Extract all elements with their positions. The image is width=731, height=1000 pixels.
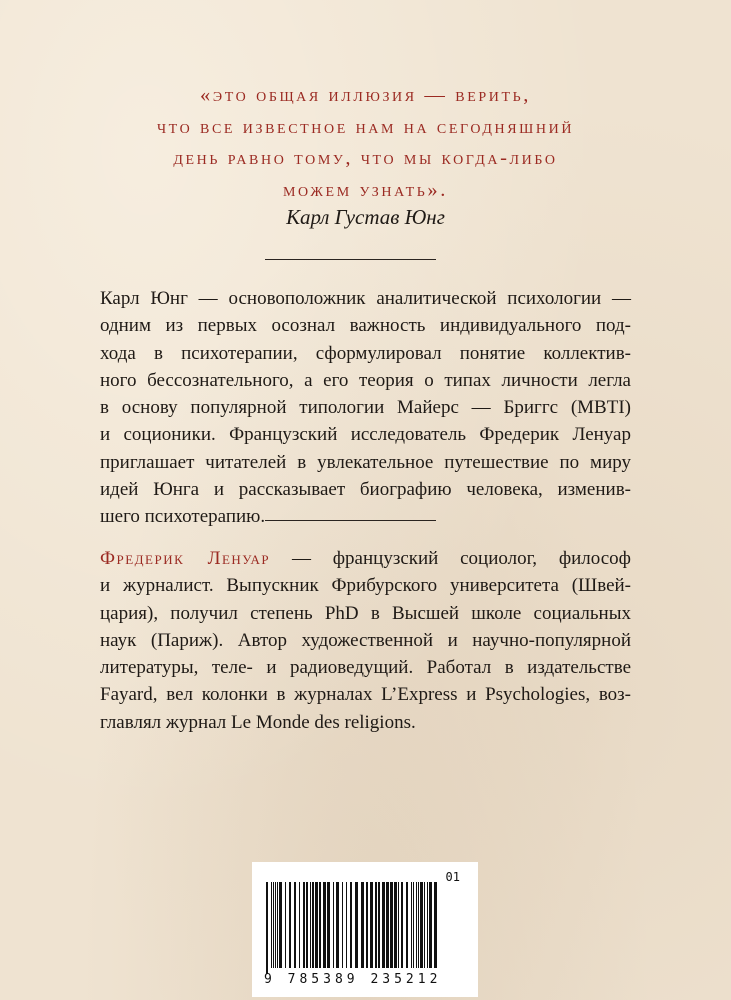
bio-line: главлял журнал Le Monde des religions. [100,711,416,733]
barcode-bar [427,882,428,968]
barcode-bar [394,882,397,968]
epigraph-line: можем узнать». [283,178,448,201]
barcode-bar [418,882,419,968]
description-line: Карл Юнг — основоположник аналитической психологии — [100,288,631,309]
bio-first-line [100,545,631,572]
barcode-bar [413,882,414,968]
barcode-bar [424,882,425,968]
barcode-bar [285,882,286,968]
barcode-bar [289,882,291,968]
barcode-bar [336,882,339,968]
divider-line [265,259,436,260]
barcode-bar [375,882,377,968]
barcode-bar [306,882,308,968]
description-line: приглашает читателей в увлекательное путешествие по миру [100,451,631,473]
barcode-bar [378,882,380,968]
barcode-bar [386,882,389,968]
barcode-bar [416,882,417,968]
bio-line: литературы, теле- и радиоведущий. Работал в издательстве [100,657,631,679]
description-line: одним из первых осознал важность индивидуального под- [100,315,631,337]
barcode-bar [277,882,278,968]
barcode-bar [398,882,399,968]
barcode-addon: 01 [445,870,460,884]
epigraph-line: день равно тому, что мы когда-либо [173,147,558,169]
epigraph-line: что все известное нам на сегодняшний [156,115,575,138]
description-line: хода в психотерапии, сформулировал понятие коллектив- [100,342,631,364]
barcode-bar [299,882,300,968]
description-line: ного бессознательного, а его теория о типах личности легла [100,369,631,391]
barcode-bar [366,882,368,968]
barcode-bar [390,882,393,968]
divider-line [265,520,436,521]
barcode-bar [279,882,282,968]
barcode-bar [361,882,364,968]
barcode-bar [406,882,408,968]
barcode-bar [266,882,268,974]
book-description [100,285,631,531]
description-line: и соционики. Французский исследователь Фредерик Ленуар [100,424,631,446]
barcode-bar [273,882,274,968]
barcode-bar [275,882,276,968]
barcode-bar [401,882,403,968]
epigraph-author: Карл Густав Юнг [286,205,445,229]
description-line: шего психотерапию. [100,506,266,528]
barcode-digits: 9 785389 235212 [264,972,442,987]
barcode-bar [319,882,321,968]
barcode-bar [370,882,373,968]
bio-line: наук (Париж). Автор художественной и научно-популярной [100,629,631,651]
barcode-bar [312,882,314,968]
epigraph-line: «это общая иллюзия — верить, [200,84,531,106]
barcode-bar [434,882,437,968]
barcode-bar [323,882,326,968]
barcode-bar [303,882,305,968]
barcode-bar [420,882,423,968]
description-line: идей Юнга и рассказывает биографию человека, изменив- [100,479,631,501]
barcode-bar [411,882,412,968]
barcode-bar [327,882,330,968]
barcode-bar [429,882,432,968]
barcode-bar [310,882,311,968]
barcode-bar [346,882,347,968]
isbn-barcode [252,862,478,997]
barcode-bar [350,882,352,968]
bio-first-line-text: — французский социолог, философ [270,548,631,569]
description-line: в основу популярной типологии Майерс — Бриггс (MBTI) [100,397,631,419]
author-name: Фредерик Ленуар [100,548,271,569]
barcode-bar [294,882,296,968]
bio-line: цария), получил степень PhD в Высшей школе социальных [100,602,631,624]
bio-line: Fayard, вел колонки в журналах L’Express и Psychologies, воз- [100,684,631,706]
barcode-bar [355,882,358,968]
bio-line: и журналист. Выпускник Фрибурского университета (Швей- [100,575,631,597]
author-bio [100,545,631,736]
barcode-bar [382,882,385,968]
barcode-bar [342,882,343,968]
barcode-bar [315,882,318,968]
barcode-bar [333,882,334,968]
barcode-bar [271,882,272,968]
epigraph-quote [100,80,631,206]
